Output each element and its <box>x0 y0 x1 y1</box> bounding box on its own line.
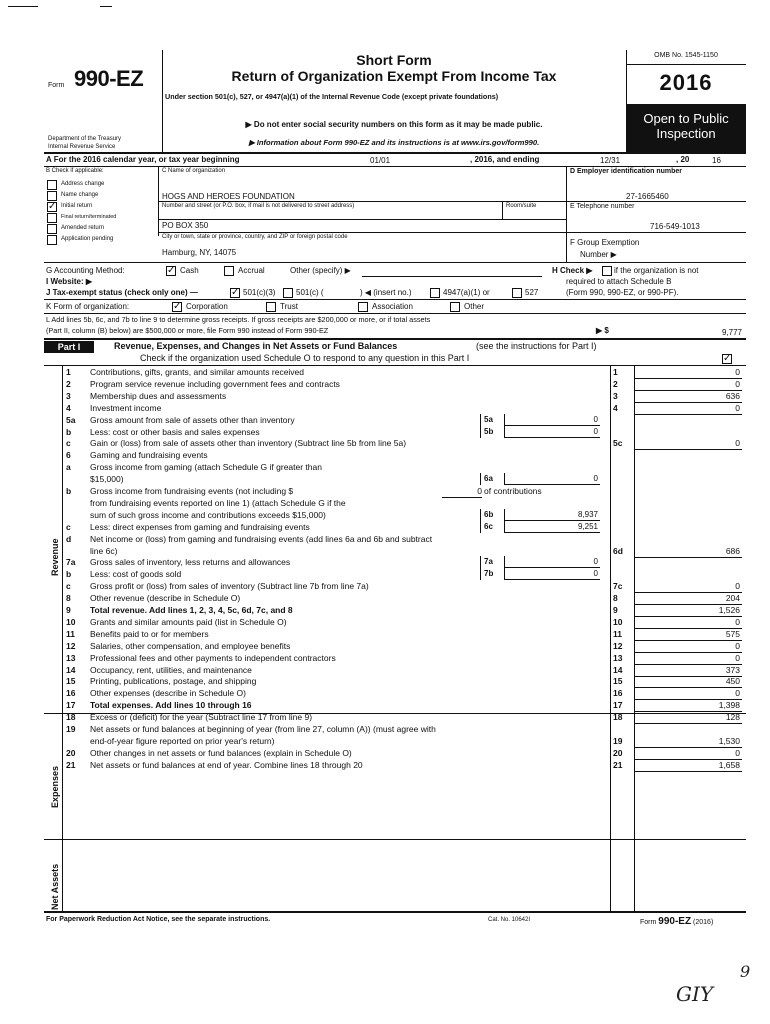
line-number: 3 <box>613 390 618 401</box>
ein-label: D Employer identification number <box>570 168 683 175</box>
part1-title-note: (see the instructions for Part I) <box>476 341 597 351</box>
row-description: Gross profit or (loss) from sales of inventory (Subtract line 7b from line 7a) <box>90 581 369 592</box>
checkbox-501c3[interactable] <box>230 288 240 298</box>
line-number: 13 <box>613 652 623 663</box>
line-h-text2: if the organization is not <box>614 266 699 275</box>
row-description: Printing, publications, postage, and shipping <box>90 676 257 687</box>
inline-contributions-value[interactable]: 0 <box>442 485 482 498</box>
table-row <box>62 759 742 771</box>
inline-contributions-tail: of contributions <box>484 486 542 496</box>
part1-schedule-o-check: Check if the organization used Schedule O to respond to any question in this Part I <box>140 353 470 363</box>
line-amount[interactable]: 0 <box>634 437 742 450</box>
row-description: Less: cost of goods sold <box>90 569 182 580</box>
row-number: 8 <box>66 593 71 604</box>
row-description: Grants and similar amounts paid (list in Schedule O) <box>90 616 287 627</box>
line-l-text2: (Part II, column (B) below) are $500,000 or more, file Form 990 instead of Form 990-EZ <box>46 326 329 335</box>
check-mark-icon: ✓ <box>231 287 240 298</box>
table-row <box>62 414 742 426</box>
checkbox-corporation[interactable] <box>172 302 182 312</box>
check-mark-icon: ✓ <box>167 265 176 276</box>
row-description: Investment income <box>90 402 162 413</box>
row-number: 9 <box>66 605 71 615</box>
footer-form-ref <box>640 916 713 927</box>
part1-title: Revenue, Expenses, and Changes in Net Assets or Fund Balances <box>114 341 398 351</box>
line-amount[interactable]: 0 <box>634 640 742 653</box>
line-amount[interactable]: 0 <box>634 378 742 391</box>
table-row <box>62 699 742 711</box>
table-row <box>62 426 742 438</box>
line-amount[interactable]: 0 <box>634 580 742 593</box>
open-inspection-line2: Inspection <box>656 126 716 141</box>
checkbox-501c[interactable] <box>283 288 293 298</box>
row-number: 18 <box>66 712 76 723</box>
table-row <box>62 711 742 723</box>
checkbox-amended-return[interactable] <box>47 224 57 234</box>
org-name[interactable]: HOGS AND HEROES FOUNDATION <box>162 192 295 201</box>
checkbox-address-change[interactable] <box>47 180 57 190</box>
line-a-mid: , 2016, and ending <box>470 155 540 164</box>
line-number: 18 <box>613 712 623 723</box>
form-prefix: Form <box>48 82 65 89</box>
table-row <box>62 723 742 735</box>
table-row <box>62 366 742 378</box>
table-row <box>62 437 742 449</box>
checkbox-application-pending[interactable] <box>47 235 57 245</box>
table-row <box>62 628 742 640</box>
checkbox-accrual[interactable] <box>224 266 234 276</box>
check-mark-icon: ✓ <box>173 301 182 312</box>
sub-line-amount[interactable]: 0 <box>504 414 600 426</box>
row-number: c <box>66 438 71 449</box>
table-row <box>62 580 742 592</box>
line-amount[interactable]: 0 <box>634 616 742 629</box>
row-description: Program service revenue including government fees and contracts <box>90 378 340 389</box>
row-description: Net assets or fund balances at end of year. Combine lines 18 through 20 <box>90 759 363 770</box>
row-number: b <box>66 486 72 496</box>
sub-line-amount[interactable]: 0 <box>504 473 600 485</box>
row-description: Other changes in net assets or fund balances (explain in Schedule O) <box>90 747 352 758</box>
line-number: 15 <box>613 676 623 687</box>
sub-line-amount[interactable]: 9,251 <box>504 521 600 533</box>
sub-line-amount[interactable]: 0 <box>504 556 600 568</box>
table-row <box>62 509 742 521</box>
title-short-form: Short Form <box>356 52 432 68</box>
label-amended-return: Amended return <box>61 225 105 231</box>
open-inspection-line1: Open to Public <box>643 111 729 126</box>
sub-line-amount[interactable]: 0 <box>504 426 600 438</box>
line-amount[interactable]: 128 <box>634 711 742 724</box>
table-row <box>62 473 742 485</box>
section-b-label: B Check if applicable: <box>46 168 104 174</box>
street-label: Number and street (or P.O. box, if mail is not delivered to street address) <box>162 203 355 209</box>
row-number: c <box>66 581 71 592</box>
line-number: 9 <box>613 605 618 615</box>
line-a-year[interactable]: 16 <box>712 156 721 165</box>
expenses-side-label: Expenses <box>50 765 60 808</box>
line-number: 10 <box>613 616 623 627</box>
table-row <box>62 616 742 628</box>
irs-label: Internal Revenue Service <box>48 144 116 150</box>
revenue-side-label: Revenue <box>50 538 60 576</box>
line-number: 6d <box>613 545 623 556</box>
city-label: City or town, state or province, country, and ZIP or foreign postal code <box>162 234 348 240</box>
row-description: Less: cost or other basis and sales expenses <box>90 426 260 437</box>
row-number: 7a <box>66 557 76 568</box>
checkbox-trust[interactable] <box>266 302 276 312</box>
table-row <box>62 533 742 545</box>
accounting-method-label: G Accounting Method: <box>46 266 125 275</box>
line-amount[interactable]: 204 <box>634 592 742 605</box>
checkbox-schedule-b[interactable] <box>602 266 612 276</box>
table-row <box>62 556 742 568</box>
checkbox-4947[interactable] <box>430 288 440 298</box>
form-number: 990-EZ <box>74 66 144 91</box>
row-number: b <box>66 569 72 580</box>
checkbox-final-return[interactable] <box>47 213 57 223</box>
table-row <box>62 652 742 664</box>
row-number: a <box>66 462 71 473</box>
sub-line-label: 5b <box>480 426 504 438</box>
row-number: c <box>66 521 71 532</box>
table-row <box>62 664 742 676</box>
sub-line-label: 7b <box>480 568 504 580</box>
label-association: Association <box>372 302 413 311</box>
row-description: Salaries, other compensation, and employee benefits <box>90 640 291 651</box>
title-main: Return of Organization Exempt From Income Tax <box>231 68 557 84</box>
row-number: 3 <box>66 390 71 401</box>
line-amount[interactable]: 1,398 <box>634 699 742 712</box>
line-number: 11 <box>613 628 622 639</box>
subtitle: Under section 501(c), 527, or 4947(a)(1) of the Internal Revenue Code (except private foundations) <box>165 92 499 101</box>
line-number: 4 <box>613 402 618 413</box>
label-accrual: Accrual <box>238 266 265 275</box>
row-number: 19 <box>66 724 76 734</box>
label-name-change: Name change <box>61 192 99 198</box>
sub-line-label: 7a <box>480 556 504 568</box>
label-cash: Cash <box>180 266 199 275</box>
line-amount[interactable]: 1,658 <box>634 759 742 772</box>
street-address[interactable]: PO BOX 350 <box>162 221 209 230</box>
website-label: I Website: ▶ <box>46 277 93 286</box>
table-row <box>62 461 742 473</box>
label-other: Other <box>464 302 485 311</box>
line-a-begin[interactable]: 01/01 <box>370 156 391 165</box>
row-number: 16 <box>66 688 76 699</box>
gross-receipts-value[interactable]: 9,777 <box>721 328 742 337</box>
footer-form-prefix: Form <box>640 919 657 926</box>
sub-line-label: 6c <box>480 521 504 533</box>
row-number: 14 <box>66 664 76 675</box>
table-row <box>62 687 742 699</box>
row-description: end-of-year figure reported on prior year's return) <box>90 735 275 746</box>
tax-year: 2016 <box>659 70 713 95</box>
row-description: Gross income from fundraising events (not including $ <box>90 486 294 496</box>
row-description: from fundraising events reported on line 1) (attach Schedule G if the <box>90 497 346 508</box>
handwritten-corner: 9 <box>740 962 751 981</box>
footer-form-year: (2016) <box>693 919 714 926</box>
line-number: 12 <box>613 640 623 651</box>
row-number: 10 <box>66 616 76 627</box>
line-amount[interactable]: 450 <box>634 675 742 688</box>
ein-value[interactable]: 27-1665460 <box>626 192 669 201</box>
line-amount[interactable]: 0 <box>634 366 742 379</box>
row-number: 1 <box>66 367 71 377</box>
checkbox-name-change[interactable] <box>47 191 57 201</box>
row-number: 2 <box>66 378 71 389</box>
row-number: 5a <box>66 414 76 425</box>
row-description: Contributions, gifts, grants, and similar amounts received <box>90 367 305 377</box>
row-description: Less: direct expenses from gaming and fundraising events <box>90 521 310 532</box>
table-row <box>62 568 742 580</box>
row-number: 4 <box>66 402 71 413</box>
sub-line-label: 5a <box>480 414 504 426</box>
row-description: line 6c) <box>90 545 118 556</box>
row-number: 12 <box>66 640 76 651</box>
footer-form-number: 990-EZ <box>658 916 692 927</box>
row-description: $15,000) <box>90 474 124 485</box>
row-number: 11 <box>66 628 75 639</box>
line-a-year-label: , 20 <box>676 155 690 164</box>
checkbox-schedule-o[interactable] <box>722 354 732 364</box>
row-description: Net income or (loss) from gaming and fundraising events (add lines 6a and 6b and subtract <box>90 533 433 544</box>
row-number: 13 <box>66 652 76 663</box>
sub-line-label: 6b <box>480 509 504 521</box>
row-description: Other expenses (describe in Schedule O) <box>90 688 246 699</box>
table-row <box>62 747 742 759</box>
line-number: 19 <box>613 735 623 746</box>
table-row <box>62 390 742 402</box>
line-number: 17 <box>613 700 623 711</box>
line-amount[interactable]: 0 <box>634 747 742 760</box>
table-row <box>62 497 742 509</box>
row-description: Gross income from gaming (attach Schedule G if greater than <box>90 462 322 473</box>
line-number: 16 <box>613 688 623 699</box>
net-assets-side-label: Net Assets <box>50 863 60 910</box>
table-row <box>62 675 742 687</box>
notice-info: ▶ Information about Form 990-EZ and its instructions is at www.irs.gov/form990. <box>248 138 540 147</box>
line-number: 20 <box>613 747 623 758</box>
label-application-pending: Application pending <box>61 236 114 242</box>
line-amount[interactable]: 0 <box>634 687 742 700</box>
line-amount[interactable]: 575 <box>634 628 742 641</box>
line-number: 5c <box>613 438 623 449</box>
line-amount[interactable]: 1,526 <box>634 604 742 617</box>
label-initial-return: Initial return <box>61 203 93 209</box>
phone-label: E Telephone number <box>570 203 635 210</box>
tax-exempt-label-text: J Tax-exempt status (check only one) — <box>46 288 198 297</box>
row-number: 21 <box>66 759 76 770</box>
line-amount[interactable]: 373 <box>634 664 742 677</box>
dept-treasury: Department of the Treasury <box>48 136 122 142</box>
table-row <box>62 402 742 414</box>
sub-line-amount[interactable]: 0 <box>504 568 600 580</box>
line-amount[interactable]: 0 <box>634 402 742 415</box>
checkbox-other[interactable] <box>450 302 460 312</box>
row-description: Occupancy, rent, utilities, and maintenance <box>90 664 252 675</box>
row-number: 17 <box>66 700 76 711</box>
line-h-check: H Check ▶ <box>552 266 593 275</box>
row-description: Professional fees and other payments to independent contractors <box>90 652 336 663</box>
table-row <box>62 485 742 497</box>
check-mark-icon: ✓ <box>723 353 732 364</box>
line-number: 2 <box>613 378 618 389</box>
checkbox-cash[interactable] <box>166 266 176 276</box>
row-number: 6 <box>66 450 71 461</box>
line-number: 14 <box>613 664 623 675</box>
label-4947: 4947(a)(1) or <box>443 288 490 297</box>
table-row <box>62 378 742 390</box>
footer-cat-no: Cat. No. 10642I <box>488 917 531 923</box>
label-other-specify: Other (specify) ▶ <box>290 266 351 275</box>
row-description: Membership dues and assessments <box>90 390 227 401</box>
city-state-zip[interactable]: Hamburg, NY, 14075 <box>162 248 237 257</box>
line-amount[interactable]: 636 <box>634 390 742 403</box>
row-description: Other revenue (describe in Schedule O) <box>90 593 241 604</box>
table-row <box>62 521 742 533</box>
label-trust: Trust <box>280 302 298 311</box>
row-number: b <box>66 426 72 437</box>
table-row <box>62 735 742 747</box>
row-description: Excess or (deficit) for the year (Subtract line 17 from line 9) <box>90 712 313 723</box>
org-name-label: C Name of organization <box>162 168 226 174</box>
line-amount[interactable]: 0 <box>634 652 742 665</box>
row-description: Gross sales of inventory, less returns and allowances <box>90 557 291 568</box>
form-of-org-label: K Form of organization: <box>46 302 130 311</box>
table-row <box>62 592 742 604</box>
row-description: Benefits paid to or for members <box>90 628 209 639</box>
line-l-text1: L Add lines 5b, 6c, and 7b to line 9 to determine gross receipts. If gross receipts are $200,000 or more, or if total assets <box>46 315 431 324</box>
table-row <box>62 449 742 461</box>
row-description: Gross amount from sale of assets other than inventory <box>90 414 295 425</box>
row-description: Net assets or fund balances at beginning of year (from line 27, column (A)) (must agree with <box>90 724 436 734</box>
check-mark-icon: ✓ <box>48 201 57 212</box>
line-number: 8 <box>613 593 618 604</box>
checkbox-527[interactable] <box>512 288 522 298</box>
table-row <box>62 604 742 616</box>
sub-line-label: 6a <box>480 473 504 485</box>
group-exemption-label: F Group Exemption <box>570 238 640 247</box>
sub-line-amount[interactable]: 8,937 <box>504 509 600 521</box>
table-row <box>62 640 742 652</box>
room-label: Room/suite <box>506 203 537 209</box>
row-number: 20 <box>66 747 76 758</box>
label-address-change: Address change <box>61 181 105 187</box>
row-number: 15 <box>66 676 76 687</box>
row-description: sum of such gross income and contributions exceeds $15,000) <box>90 509 326 520</box>
row-description: Gain or (loss) from sale of assets other than inventory (Subtract line 5b from line 5a) <box>90 438 407 449</box>
line-a-label: A For the 2016 calendar year, or tax year beginning <box>46 155 240 164</box>
omb-number: OMB No. 1545-1150 <box>654 52 718 59</box>
label-501c3: 501(c)(3) <box>243 288 276 297</box>
tax-exempt-label <box>46 288 198 297</box>
label-insert-no: ) ◀ (insert no.) <box>360 288 412 297</box>
footer-paperwork: For Paperwork Reduction Act Notice, see the separate instructions. <box>46 916 271 923</box>
row-description: Total revenue. Add lines 1, 2, 3, 4, 5c, 6d, 7c, and 8 <box>90 605 293 615</box>
label-501c: 501(c) ( <box>296 288 324 297</box>
checkbox-initial-return[interactable] <box>47 202 57 212</box>
checkbox-association[interactable] <box>358 302 368 312</box>
line-a-end[interactable]: 12/31 <box>600 156 621 165</box>
notice-ssn: ▶ Do not enter social security numbers on this form as it may be made public. <box>245 120 543 129</box>
part1-tag: Part I <box>44 341 94 353</box>
line-number: 7c <box>613 581 623 592</box>
table-row <box>62 545 742 557</box>
label-527: 527 <box>525 288 539 297</box>
open-inspection-box <box>626 104 746 152</box>
line-number: 21 <box>613 759 623 770</box>
row-description: Total expenses. Add lines 10 through 16 <box>90 700 252 711</box>
phone-value[interactable]: 716-549-1013 <box>650 222 700 231</box>
label-final-return: Final return/terminated <box>61 214 117 220</box>
group-exemption-number: Number ▶ <box>580 250 617 259</box>
line-l-dollar: ▶ $ <box>596 326 609 335</box>
line-number: 1 <box>613 367 618 377</box>
line-amount[interactable]: 1,530 <box>634 735 742 748</box>
handwritten-note: GIY <box>676 982 714 1006</box>
row-description: Gaming and fundraising events <box>90 450 208 461</box>
line-amount[interactable]: 686 <box>634 545 742 558</box>
line-h-text4: (Form 990, 990-EZ, or 990-PF). <box>566 288 679 297</box>
line-h-text3: required to attach Schedule B <box>566 277 672 286</box>
label-corporation: Corporation <box>186 302 228 311</box>
row-number: d <box>66 533 72 544</box>
